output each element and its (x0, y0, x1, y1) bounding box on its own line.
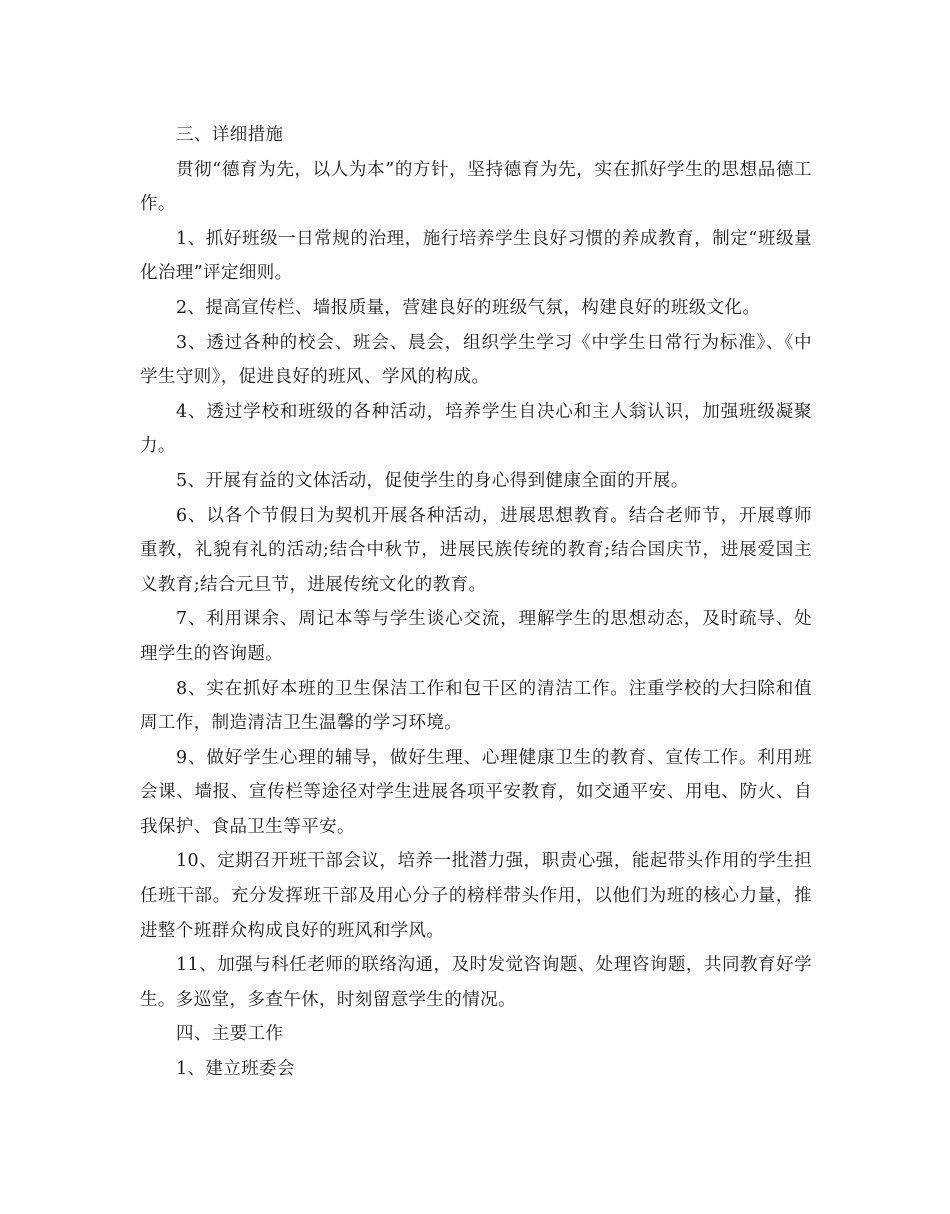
paragraph-principle: 贯彻“德育为先，以人为本”的方针，坚持德育为先，实在抓好学生的思想品德工作。 (140, 159, 812, 215)
list-item-2: 2、提高宣传栏、墙报质量，营建良好的班级气氛，构建良好的班级文化。 (176, 297, 761, 318)
section-heading-measures: 三、详细措施 (176, 125, 284, 145)
list-item-work-1: 1、建立班委会 (176, 1059, 295, 1080)
list-item-11: 11、加强与科任老师的联络沟通，及时发觉咨询题、处理咨询题，共同教育好学生。多巡堂，多查午休，时刻留意学生的情况。 (140, 955, 812, 1010)
list-item-4: 4、透过学校和班级的各种活动，培养学生自决心和主人翁认识，加强班级凝聚力。 (140, 401, 812, 457)
list-item-9: 9、做好学生心理的辅导，做好生理、心理健康卫生的教育、宣传工作。利用班会课、墙报、宣传栏等途径对学生进展各项平安教育，如交通平安、用电、防火、自我保护、食品卫生等平安。 (140, 747, 812, 837)
list-item-8: 8、实在抓好本班的卫生保洁工作和包干区的清洁工作。注重学校的大扫除和值周工作，制造清洁卫生温馨的学习环境。 (140, 678, 812, 734)
list-item-10: 10、定期召开班干部会议，培养一批潜力强，职责心强，能起带头作用的学生担任班干部。充分发挥班干部及用心分子的榜样带头作用，以他们为班的核心力量，推进整个班群众构成良好的班风和学风。 (140, 851, 812, 941)
list-item-6: 6、以各个节假日为契机开展各种活动，进展思想教育。结合老师节，开展尊师重教，礼貌有礼的活动;结合中秋节，进展民族传统的教育;结合国庆节，进展爱国主义教育;结合元旦节，进展传统文化的教育。 (140, 505, 812, 595)
list-item-5: 5、开展有益的文体活动，促使学生的身心得到健康全面的开展。 (176, 470, 689, 491)
list-item-1: 1、抓好班级一日常规的治理，施行培养学生良好习惯的养成教育，制定“班级量化治理”评定细则。 (140, 228, 812, 284)
document-body (140, 118, 812, 1087)
list-item-3: 3、透过各种的校会、班会、晨会，组织学生学习《中学生日常行为标准》、《中学生守则》，促进良好的班风、学风的构成。 (140, 332, 812, 388)
section-heading-main-work: 四、主要工作 (176, 1024, 284, 1045)
list-item-7: 7、利用课余、周记本等与学生谈心交流，理解学生的思想动态，及时疏导、处理学生的咨询题。 (140, 609, 812, 664)
